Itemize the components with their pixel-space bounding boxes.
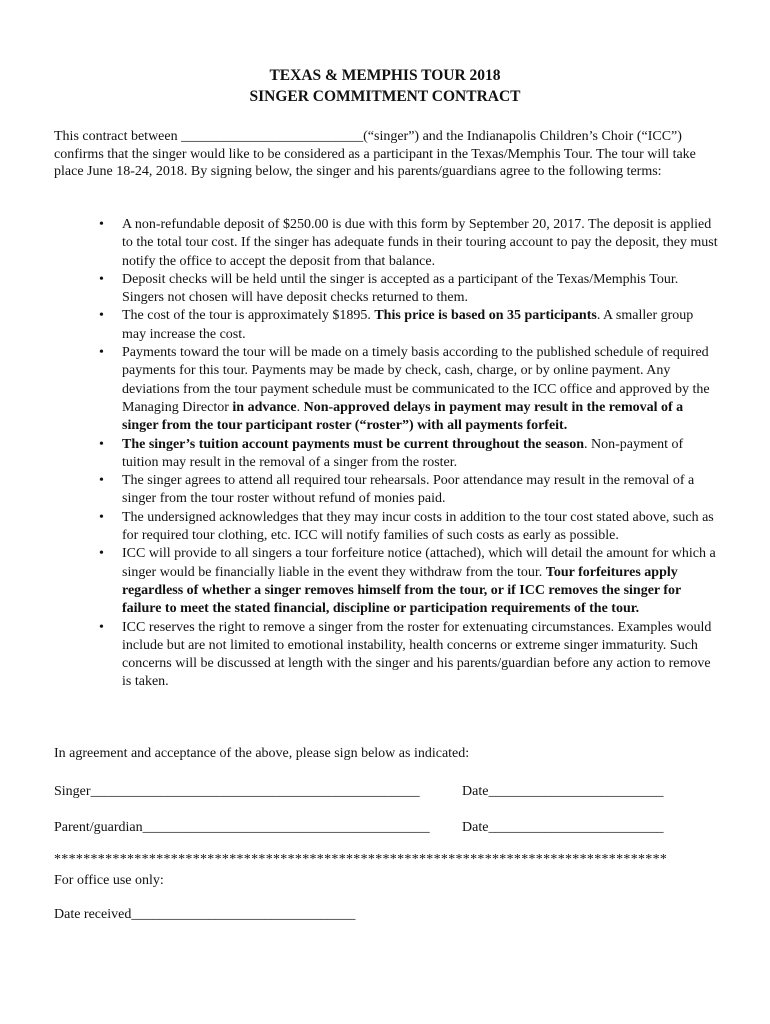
term-text: ICC will provide to all singers a tour forfeiture notice (attached), which will detail the amount for which a singer would be financially liable in the event they withdraw from the tour. xyxy=(122,546,716,580)
term-text: The undersigned acknowledges that they may incur costs in addition to the tour cost stated above, such as for required tour clothing, etc. ICC will notify families of such costs as early as possible. xyxy=(122,509,714,544)
bullet-icon: • xyxy=(99,271,104,287)
term-item xyxy=(54,271,719,308)
date-label: Date xyxy=(462,784,489,799)
term-text: . xyxy=(296,399,304,415)
agreement-statement: In agreement and acceptance of the above, please sign below as indicated: xyxy=(54,746,470,761)
date-received-label: Date received xyxy=(54,907,132,922)
document-subtitle: SINGER COMMITMENT CONTRACT xyxy=(249,88,521,105)
bullet-icon: • xyxy=(99,546,104,562)
office-separator: ************************************************************************************ xyxy=(54,852,668,867)
singer-name-blank[interactable]: __________________________ xyxy=(181,129,364,144)
date-label: Date xyxy=(462,820,489,835)
term-text: A non-refundable deposit of $250.00 is due with this form by September 20, 2017. The deposit is applied to the total tour cost. If the singer has adequate funds in their touring account to pay the deposit, they must notify the office to accept the deposit from that balance. xyxy=(122,217,718,269)
term-item xyxy=(54,545,719,618)
singer-date-field[interactable]: _________________________ xyxy=(488,784,664,799)
document-title: TEXAS & MEMPHIS TOUR 2018 xyxy=(269,67,501,84)
terms-list xyxy=(54,216,719,692)
singer-label: Singer xyxy=(54,784,91,799)
term-bold-text: The singer’s tuition account payments must be current throughout the season xyxy=(122,436,585,452)
bullet-icon: • xyxy=(99,308,104,324)
term-item xyxy=(54,344,719,435)
date-received-row xyxy=(54,906,355,924)
term-item xyxy=(54,509,719,546)
bullet-icon: • xyxy=(99,473,104,489)
singer-signature-row xyxy=(54,783,420,801)
parent-date-field[interactable]: _________________________ xyxy=(488,820,664,835)
date-received-field[interactable]: ________________________________ xyxy=(131,907,356,922)
term-text: ICC reserves the right to remove a singer from the roster for extenuating circumstances. Examples would include but are not limited to emotional instability, health concerns or extreme singer immaturity. Such concerns will be discussed at length with the singer and his parents/guardian before any action to remove is taken. xyxy=(122,619,712,690)
singer-signature-field[interactable]: _______________________________________________ xyxy=(90,784,420,799)
bullet-icon: • xyxy=(99,436,104,452)
term-bold-text: This price is based on 35 participants xyxy=(374,308,597,324)
bullet-icon: • xyxy=(99,619,104,635)
term-text: . A smaller group may increase the cost. xyxy=(122,308,694,342)
term-bold-text: in advance xyxy=(232,399,297,415)
singer-date-row xyxy=(462,783,663,801)
parent-signature-row xyxy=(54,819,430,837)
bullet-icon: • xyxy=(99,509,104,525)
term-text: Payments toward the tour will be made on a timely basis according to the published schedule of required payments for this tour. Payments may be made by check, cash, charge, or by online payment. Any deviations from the tour payment schedule must be communicated to the ICC office and approved by the Managing Director xyxy=(122,345,710,415)
term-text: The cost of the tour is approximately $1895. xyxy=(122,308,375,324)
term-text: Deposit checks will be held until the singer is accepted as a participant of the Texas/Memphis Tour. Singers not chosen will have deposit checks returned to them. xyxy=(122,271,679,306)
term-text: . Non-payment of tuition may result in the removal of a singer from the roster. xyxy=(122,436,684,470)
intro-text-start: This contract between xyxy=(54,129,182,144)
intro-paragraph xyxy=(54,128,714,181)
term-item xyxy=(54,472,719,509)
intro-text-rest: (“singer”) and the Indianapolis Children’s Choir (“ICC”) confirms that the singer would like to be considered as a participant in the Texas/Memphis Tour. The tour will take place June 18-24, 2018. By signing below, the singer and his parents/guardians agree to the following terms: xyxy=(54,129,696,180)
bullet-icon: • xyxy=(99,345,104,361)
parent-date-row xyxy=(462,819,663,837)
office-use-heading: For office use only: xyxy=(54,873,164,888)
bullet-icon: • xyxy=(99,217,104,232)
term-bold-text: Tour forfeitures apply regardless of whether a singer removes himself from the tour, or if ICC removes the singer for failure to meet the stated financial, discipline or participation requirements of the tour. xyxy=(122,564,682,617)
term-item xyxy=(54,216,719,271)
term-text: The singer agrees to attend all required tour rehearsals. Poor attendance may result in the removal of a singer from the tour roster without refund of monies paid. xyxy=(122,473,695,507)
term-item xyxy=(54,436,719,473)
parent-signature-field[interactable]: _________________________________________ xyxy=(142,820,430,835)
term-bold-text: Non-approved delays in payment may result in the removal of a singer from the tour participant roster (“roster”) with all payments forfeit. xyxy=(122,399,684,434)
term-item xyxy=(54,307,719,344)
term-item xyxy=(54,619,719,692)
parent-label: Parent/guardian xyxy=(54,820,143,835)
